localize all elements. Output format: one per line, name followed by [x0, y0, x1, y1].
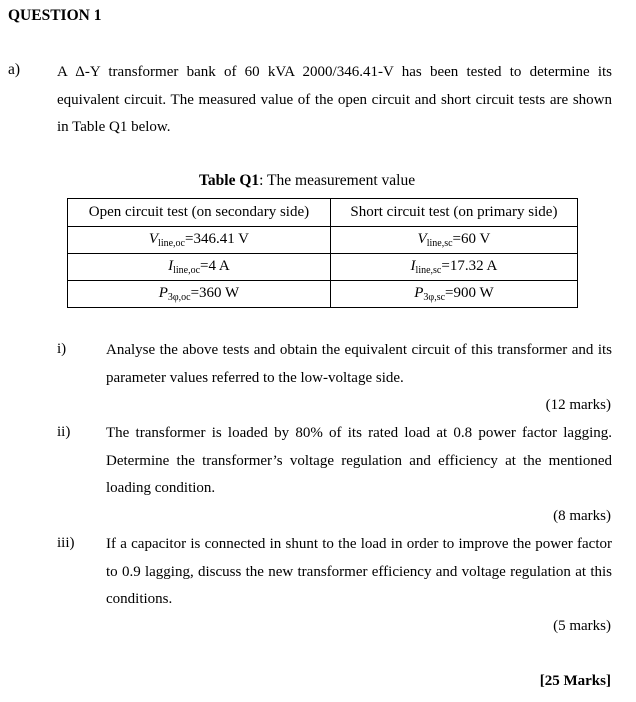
total-marks: [25 Marks] — [539, 673, 611, 689]
part-a-label: a) — [8, 61, 21, 78]
table-caption-text: : The measurement value — [259, 172, 416, 189]
table-caption — [199, 172, 415, 190]
table-row — [68, 281, 578, 308]
subquestion-i-marks: (12 marks) — [545, 397, 611, 413]
subquestion-iii-text: If a capacitor is connected in shunt to the load in order to improve the power factor to 0.9 lagging, discuss the new transformer efficiency and voltage regulation at this conditions. — [106, 536, 612, 607]
cell-power-sc: $P_{3\varphi,sc}=900$ W — [330, 281, 577, 308]
table-row — [68, 254, 578, 281]
subquestion-iii-marks: (5 marks) — [553, 618, 611, 634]
cell-power-oc: $P_{3\varphi,oc}=360$ W — [68, 281, 331, 308]
cell-voltage-oc: $V_{line,oc}=346.41$ V — [68, 227, 331, 254]
part-a-text — [57, 59, 612, 142]
table-row — [68, 227, 578, 254]
question-heading: QUESTION 1 — [8, 7, 102, 24]
subquestion-i-label: i) — [57, 341, 67, 357]
part-a-paragraph: A Δ-Y transformer bank of 60 kVA 2000/346.41-V has been tested to determine its equivalent circuit. The measured value of the open circuit and short circuit tests are shown in Table Q1 below. — [57, 64, 612, 135]
cell-current-oc: $I_{line,oc}=4$ A — [68, 254, 331, 281]
subquestion-i-text: Analyse the above tests and obtain the equivalent circuit of this transformer and its parameter values referred to the low-voltage side. — [106, 342, 612, 386]
subquestion-ii-marks: (8 marks) — [553, 508, 611, 524]
subquestion-ii-text: The transformer is loaded by 80% of its rated load at 0.8 power factor lagging. Determine the transformer’s voltage regulation and efficiency at the mentioned loading condition. — [106, 425, 612, 496]
cell-current-sc: $I_{line,sc}=17.32$ A — [330, 254, 577, 281]
subquestion-ii-label: ii) — [57, 424, 71, 440]
table-caption-label: Table Q1 — [199, 172, 260, 189]
cell-voltage-sc: $V_{line,sc}=60$ V — [330, 227, 577, 254]
subquestion-iii-label: iii) — [57, 535, 75, 551]
header-short-circuit: Short circuit test (on primary side) — [330, 199, 577, 227]
header-open-circuit: Open circuit test (on secondary side) — [68, 199, 331, 227]
table-header-row — [68, 199, 578, 227]
measurement-table — [67, 198, 578, 308]
